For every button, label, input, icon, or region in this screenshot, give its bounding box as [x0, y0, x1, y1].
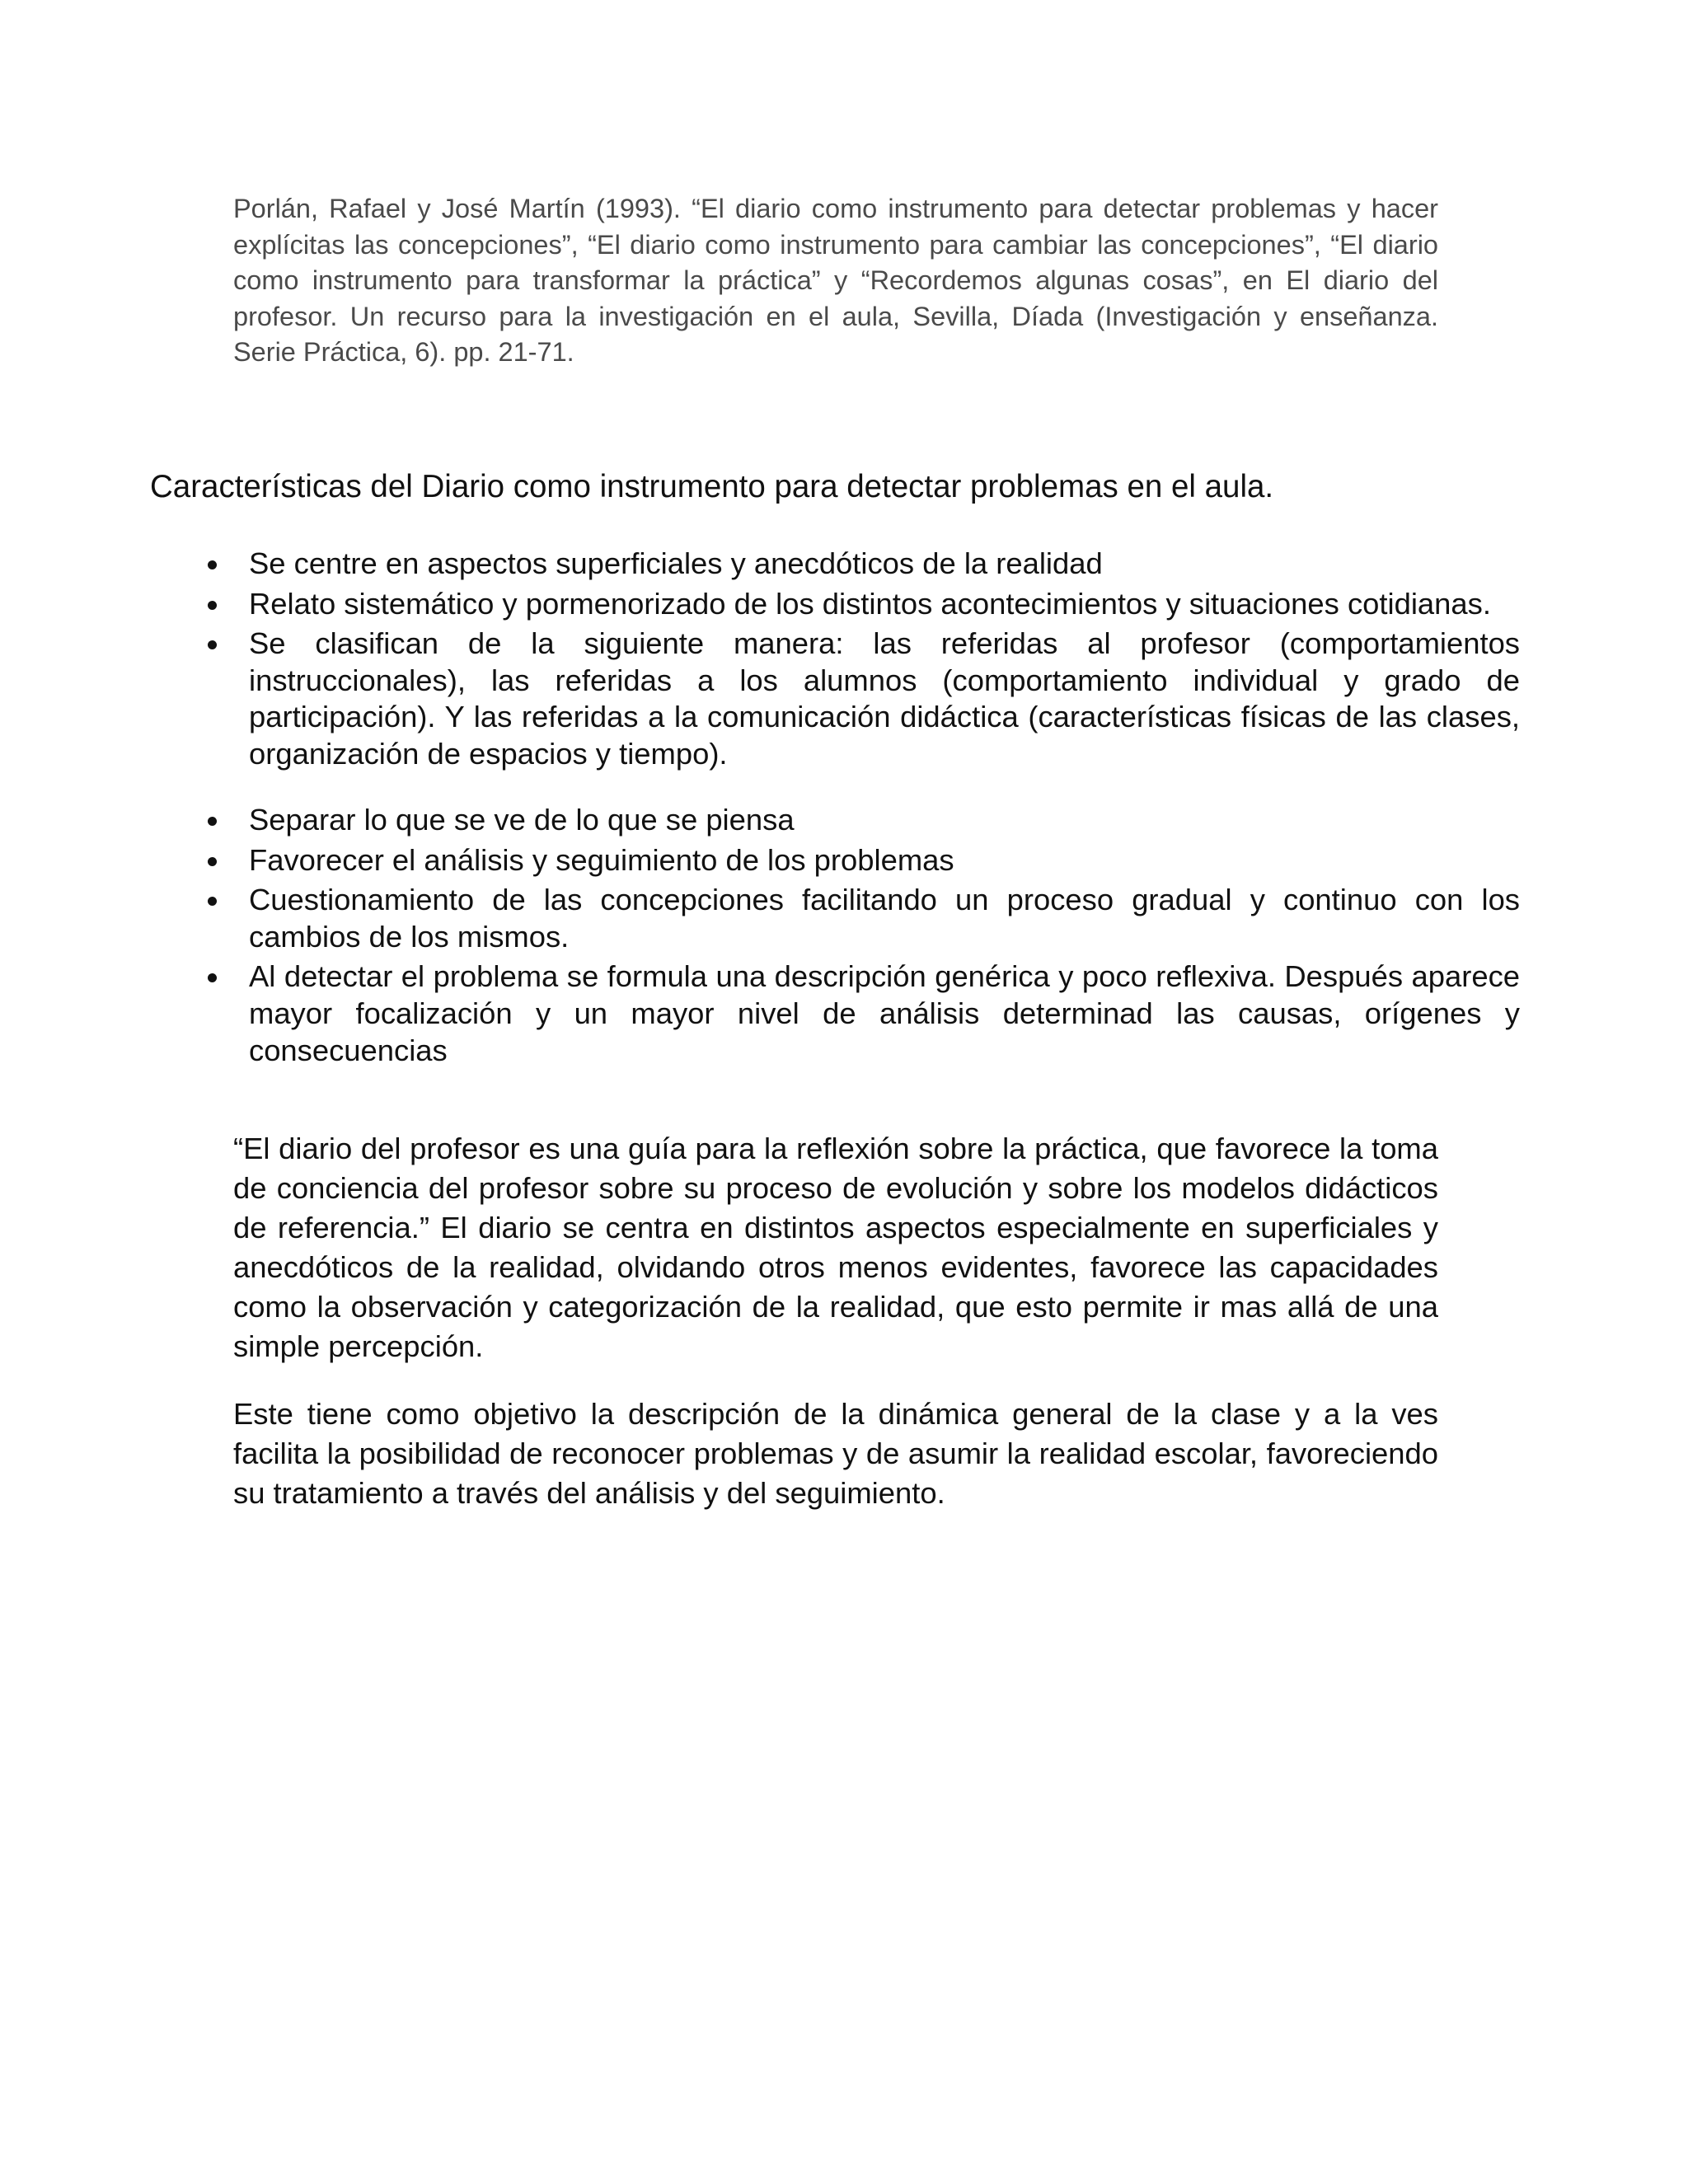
list-item [0, 882, 1520, 955]
list-item [0, 626, 1520, 772]
list-item [0, 958, 1520, 1069]
bullet-list-characteristics [0, 546, 1688, 776]
list-item-text: Relato sistemático y pormenorizado de los distintos acontecimientos y situaciones cotidianas. [249, 586, 1491, 621]
list-item-text: Separar lo que se ve de lo que se piensa [249, 803, 795, 837]
list-item-text: Se centre en aspectos superficiales y anecdóticos de la realidad [249, 546, 1103, 580]
section-heading: Características del Diario como instrumento para detectar problemas en el aula. [150, 469, 1274, 504]
list-item [0, 546, 1520, 583]
bullet-icon [199, 586, 224, 623]
bullet-icon [199, 958, 224, 996]
list-item [0, 586, 1520, 623]
bullet-icon [199, 802, 224, 839]
bullet-icon [199, 546, 224, 583]
body-paragraph-objective: Este tiene como objetivo la descripción de la dinámica general de la clase y a la ves facilita la posibilidad de reconocer problemas y de asumir la realidad escolar, favoreciendo su tratamiento a través del análisis y del seguimiento. [233, 1397, 1438, 1510]
list-item-text: Favorecer el análisis y seguimiento de los problemas [249, 842, 954, 877]
list-item-text: Cuestionamiento de las concepciones facilitando un proceso gradual y continuo con los cambios de los mismos. [249, 883, 1520, 954]
bullet-icon [199, 626, 224, 663]
bullet-icon [199, 882, 224, 919]
list-item [0, 842, 1520, 879]
bullet-icon [199, 842, 224, 879]
list-item [0, 802, 1520, 839]
citation-reference: Porlán, Rafael y José Martín (1993). “El diario como instrumento para detectar problemas y hacer explícitas las concepciones”, “El diario como instrumento para cambiar las concepciones”, “El diario como instrumento para transformar la práctica” y “Recordemos algunas cosas”, en El diario del profesor. Un recurso para la investigación en el aula, Sevilla, Díada (Investigación y enseñanza. Serie Práctica, 6). pp. 21-71. [233, 194, 1438, 368]
bullet-list-process [0, 802, 1688, 1072]
list-item-text: Se clasifican de la siguiente manera: las referidas al profesor (comportamientos instruccionales), las referidas a los alumnos (comportamiento individual y grado de participación). Y las referidas a la comunicación didáctica (características físicas de las clases, organización de espacios y tiempo). [249, 626, 1520, 771]
body-paragraph-quote: “El diario del profesor es una guía para la reflexión sobre la práctica, que favorece la toma de conciencia del profesor sobre su proceso de evolución y sobre los modelos didácticos de referencia.” El diario se centra en distintos aspectos especialmente en superficiales y anecdóticos de la realidad, olvidando otros menos evidentes, favorece las capacidades como la observación y categorización de la realidad, que esto permite ir mas allá de una simple percepción. [233, 1132, 1438, 1363]
list-item-text: Al detectar el problema se formula una descripción genérica y poco reflexiva. Después aparece mayor focalización y un mayor nivel de análisis determinad las causas, orígenes y consecuencias [249, 959, 1520, 1067]
